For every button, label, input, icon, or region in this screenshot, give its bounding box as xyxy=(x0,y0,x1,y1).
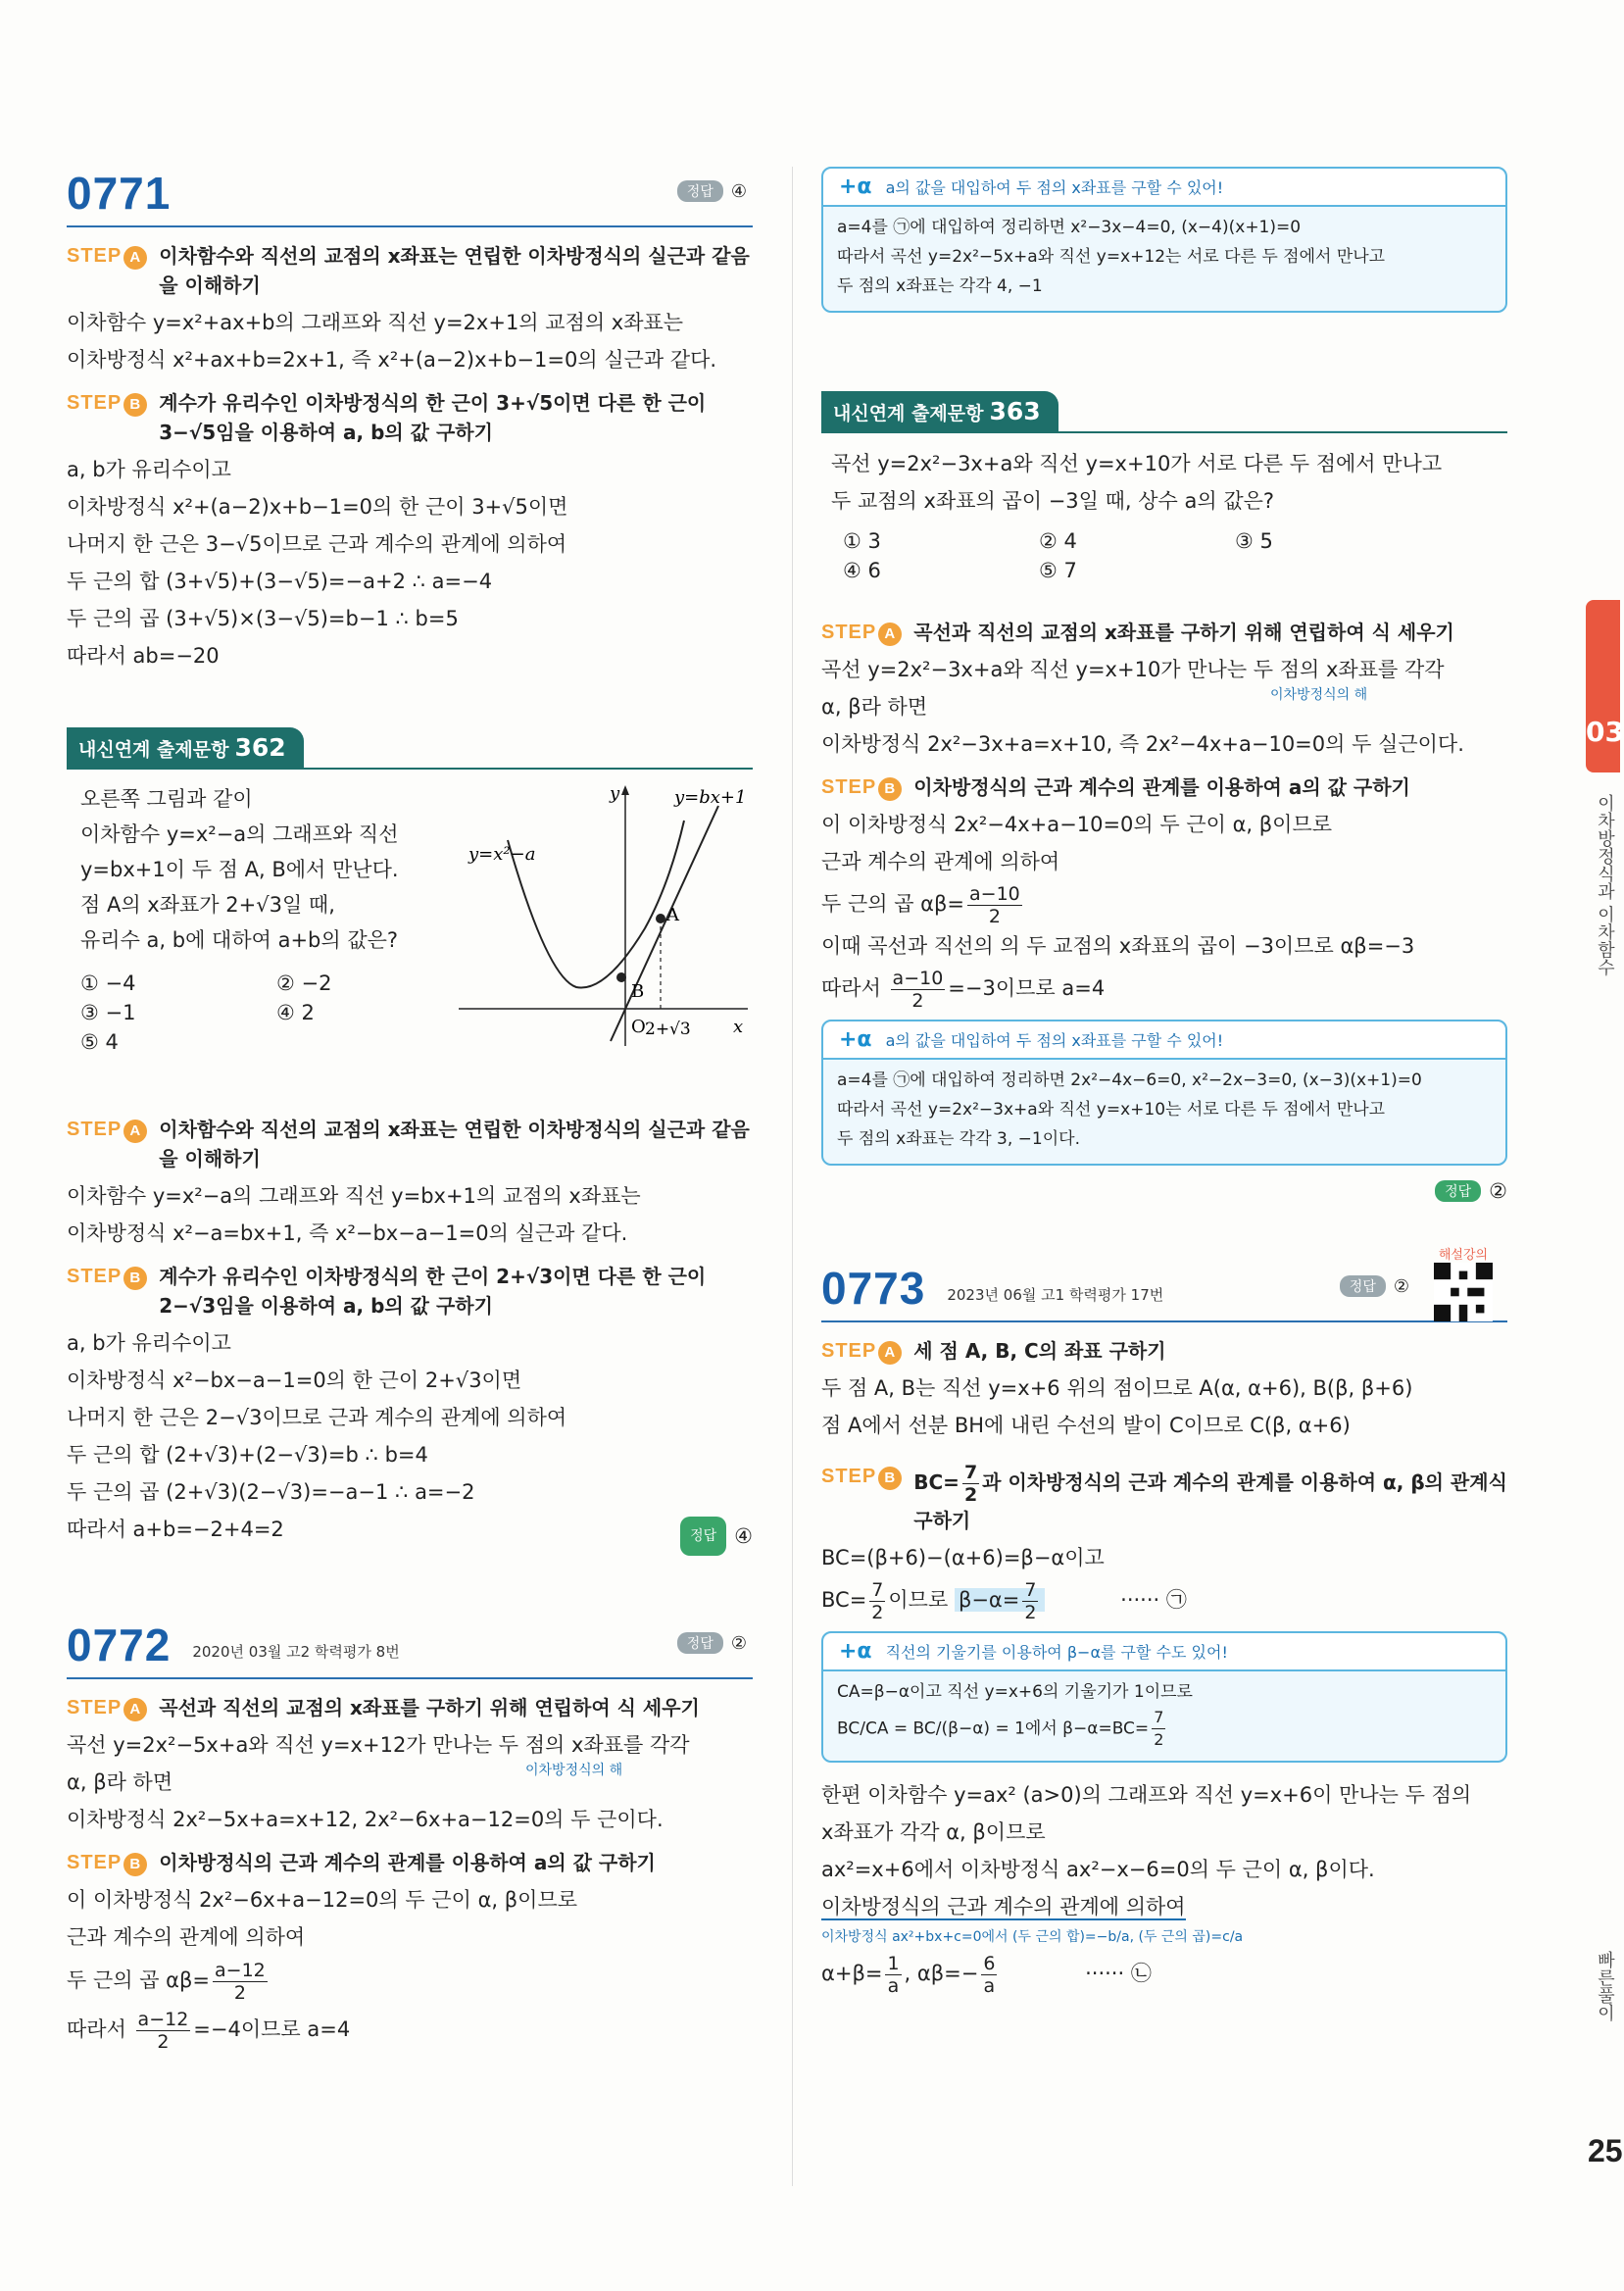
linked-problem-362 xyxy=(67,727,753,1548)
point-b-label: B xyxy=(631,981,645,1002)
alpha-note-box xyxy=(821,167,1507,313)
solution-line: 이차방정식의 근과 계수의 관계에 의하여 xyxy=(821,1895,1186,1918)
problem-number: 0771 xyxy=(67,168,172,219)
problem-source: 2020년 03월 고2 학력평가 8번 xyxy=(192,1642,400,1661)
solution-line: α, β라 하면 이차방정식의 해 xyxy=(821,688,1507,725)
choice: ② −2 xyxy=(276,971,332,995)
step-a xyxy=(821,1336,1507,1366)
step-b-title: 계수가 유리수인 이차방정식의 한 근이 3+√5이면 다른 한 근이 3−√5임을 이용하여 a, b의 값 구하기 xyxy=(159,391,707,444)
solution-line: 두 근의 합 (3+√5)+(3−√5)=−a+2 ∴ a=−4 xyxy=(67,570,493,593)
alpha-note-body xyxy=(823,1671,1505,1751)
alpha-note-body xyxy=(823,1060,1505,1154)
alpha-note-body xyxy=(823,207,1505,301)
answer-value: ② xyxy=(1489,1179,1507,1203)
problem-0773 xyxy=(821,1248,1507,1998)
solution-line: 이차방정식 2x²−5x+a=x+12, 2x²−6x+a−12=0의 두 근이다. xyxy=(67,1808,664,1831)
alpha-line: 두 점의 x좌표는 각각 4, −1 xyxy=(837,276,1043,296)
choice: ⑤ 7 xyxy=(1039,559,1077,582)
side-label: 빠른풀이 xyxy=(1595,1951,1615,2021)
solution-line: 이차방정식 x²−a=bx+1, 즉 x²−bx−a−1=0의 실근과 같다. xyxy=(67,1221,628,1245)
choice: ③ 5 xyxy=(1235,529,1273,553)
inline-note: 이차방정식 ax²+bx+c=0에서 (두 근의 합)=−b/a, (두 근의 곱)=c/a xyxy=(821,1929,1244,1945)
section-bar xyxy=(821,391,1507,433)
equation-mark: ······ ㉡ xyxy=(1085,1962,1152,1985)
choice: ③ −1 xyxy=(80,1001,136,1024)
solution-line: 따라서 $\frac{a-10}{2}$ =−3이므로 a=4 xyxy=(821,967,1106,1012)
solution-line: 이때 곡선과 직선의 의 두 교점의 x좌표의 곱이 −3이므로 αβ=−3 xyxy=(821,934,1415,958)
answer xyxy=(677,1632,747,1654)
step-a-title: 곡선과 직선의 교점의 x좌표를 구하기 위해 연립하여 식 세우기 xyxy=(159,1696,700,1719)
step-b-title: 이차방정식의 근과 계수의 관계를 이용하여 a의 값 구하기 xyxy=(159,1851,656,1874)
solution-line: 나머지 한 근은 2−√3이므로 근과 계수의 관계에 의하여 xyxy=(67,1406,567,1429)
graph-figure xyxy=(449,781,763,1066)
alpha-line: BC/CA = BC/(β−α) = 1에서 β−α=BC= $\frac{7}{2}$ xyxy=(837,1708,1164,1749)
step-b xyxy=(67,1262,753,1320)
step-b xyxy=(67,1848,753,1877)
question-line: 유리수 a, b에 대하여 a+b의 값은? xyxy=(80,928,399,952)
alpha-note-header xyxy=(823,1633,1505,1671)
answer-value: ④ xyxy=(734,1524,753,1548)
problem-source: 2023년 06월 고1 학력평가 17번 xyxy=(947,1285,1164,1304)
step-a xyxy=(821,618,1507,647)
origin-label: O xyxy=(631,1017,646,1037)
step-b-title: BC= $\frac{7}{2}$ 과 이차방정식의 근과 계수의 관계를 이용하여 α, β의 관계식 구하기 xyxy=(913,1462,1507,1532)
solution-line: 곡선 y=2x²−5x+a와 직선 y=x+12가 만나는 두 점의 x좌표를 각각 xyxy=(67,1733,690,1757)
qr-code[interactable] xyxy=(1429,1244,1498,1324)
answer xyxy=(1340,1275,1409,1297)
alpha-note-header xyxy=(823,1021,1505,1060)
choices xyxy=(843,529,1507,582)
qr-code-icon xyxy=(1434,1263,1493,1321)
solution-line: 이차방정식 x²+ax+b=2x+1, 즉 x²+(a−2)x+b−1=0의 실근과 같다. xyxy=(67,348,717,372)
section-tag: 내신연계 출제문항 363 xyxy=(821,391,1058,431)
question-block xyxy=(67,781,753,1105)
answer-badge: 정답 xyxy=(677,180,723,202)
choice: ① 3 xyxy=(843,529,881,553)
section-bar xyxy=(67,727,753,770)
chapter-tab[interactable]: 03 xyxy=(1586,600,1620,772)
point-a-label: A xyxy=(666,905,679,925)
step-a-title: 이차함수와 직선의 교점의 x좌표는 연립한 이차방정식의 실근과 같음을 이해하기 xyxy=(159,1118,750,1170)
solution-line: 이차함수 y=x²+ax+b의 그래프와 직선 y=2x+1의 교점의 x좌표는 xyxy=(67,311,684,334)
answer-badge: 정답 xyxy=(680,1517,726,1556)
problem-number: 0772 xyxy=(67,1619,172,1670)
answer-value: ② xyxy=(1393,1275,1409,1297)
plus-alpha-icon: +α xyxy=(839,1639,872,1664)
solution-line: BC= $\frac{7}{2}$ 이므로 β−α= $\frac{7}{2}$ ······ ㉠ xyxy=(821,1578,1187,1623)
page-number: 25 xyxy=(1588,2133,1623,2168)
choices xyxy=(80,971,472,1054)
solution-line: 두 점 A, B는 직선 y=x+6 위의 점이므로 A(α, α+6), B(β, β+6) xyxy=(821,1376,1413,1400)
solution-line: 근과 계수의 관계에 의하여 xyxy=(821,850,1060,873)
solution-line: 곡선 y=2x²−3x+a와 직선 y=x+10가 만나는 두 점의 x좌표를 각각 xyxy=(821,658,1445,681)
highlighted-result: β−α= $\frac{7}{2}$ xyxy=(955,1588,1046,1612)
plus-alpha-icon: +α xyxy=(839,1027,872,1052)
section-tag: 내신연계 출제문항 362 xyxy=(67,727,304,768)
alpha-line: a=4를 ㉠에 대입하여 정리하면 2x²−4x−6=0, x²−2x−3=0, (x−3)(x+1)=0 xyxy=(837,1071,1422,1090)
problem-0772 xyxy=(67,1619,753,2054)
solution-line: 이 이차방정식 2x²−4x+a−10=0의 두 근이 α, β이므로 xyxy=(821,813,1333,836)
problem-0771 xyxy=(67,167,753,674)
curve-label: y=x²−a xyxy=(468,844,536,865)
step-b-tag: STEP B xyxy=(67,1848,147,1877)
alpha-note-title: 직선의 기울기를 이용하여 β−α를 구할 수도 있어! xyxy=(885,1643,1228,1662)
answer-badge: 정답 xyxy=(677,1632,723,1654)
step-a-title: 곡선과 직선의 교점의 x좌표를 구하기 위해 연립하여 식 세우기 xyxy=(913,621,1454,644)
solution-line: 근과 계수의 관계에 의하여 xyxy=(67,1925,306,1949)
alpha-line: CA=β−α이고 직선 y=x+6의 기울기가 1이므로 xyxy=(837,1682,1193,1702)
solution-line: 이차함수 y=x²−a의 그래프와 직선 y=bx+1의 교점의 x좌표는 xyxy=(67,1184,641,1208)
alpha-note-box xyxy=(821,1020,1507,1166)
plus-alpha-icon: +α xyxy=(839,174,872,199)
answer xyxy=(677,180,747,202)
linked-problem-363 xyxy=(821,391,1507,1203)
step-a-tag: STEP A xyxy=(821,1336,902,1366)
step-a-tag: STEP A xyxy=(821,618,902,647)
x-mark-label: 2+√3 xyxy=(645,1020,691,1039)
solution-line: α+β= $\frac{1}{a}$ , αβ=− $\frac{6}{a}$ ······ ㉡ xyxy=(821,1952,1152,1997)
choice: ⑤ 4 xyxy=(80,1030,119,1054)
step-b-tag: STEP B xyxy=(67,1262,147,1291)
solution-line: a, b가 유리수이고 xyxy=(67,458,231,481)
qr-label: 해설강의 xyxy=(1438,1248,1489,1263)
step-a-tag: STEP A xyxy=(67,1693,147,1722)
right-column xyxy=(821,167,1507,1998)
solution-line: x좌표가 각각 α, β이므로 xyxy=(821,1820,1046,1844)
question-line: 이차함수 y=x²−a의 그래프와 직선 xyxy=(80,822,399,846)
answer-value: ④ xyxy=(730,180,747,202)
step-b-tag: STEP B xyxy=(67,388,147,418)
solution-line: 두 근의 곱 αβ= $\frac{a-10}{2}$ xyxy=(821,882,1020,927)
choice: ① −4 xyxy=(80,971,136,995)
step-b-title: 이차방정식의 근과 계수의 관계를 이용하여 a의 값 구하기 xyxy=(913,775,1410,799)
question-line: 오른쪽 그림과 같이 xyxy=(80,787,253,811)
solution-line: 두 근의 합 (2+√3)+(2−√3)=b ∴ b=4 xyxy=(67,1443,428,1467)
answer xyxy=(680,1517,753,1556)
solution-line: 이차방정식 x²+(a−2)x+b−1=0의 한 근이 3+√5이면 xyxy=(67,495,568,519)
alpha-note-title: a의 값을 대입하여 두 점의 x좌표를 구할 수 있어! xyxy=(885,1031,1224,1050)
answer xyxy=(821,1179,1507,1203)
alpha-line: 두 점의 x좌표는 각각 3, −1이다. xyxy=(837,1129,1080,1149)
alpha-note-title: a의 값을 대입하여 두 점의 x좌표를 구할 수 있어! xyxy=(885,178,1224,197)
step-b-title: 계수가 유리수인 이차방정식의 한 근이 2+√3이면 다른 한 근이 2−√3임을 이용하여 a, b의 값 구하기 xyxy=(159,1265,707,1318)
inline-note: 이차방정식의 해 xyxy=(1270,687,1368,703)
inline-note: 이차방정식의 해 xyxy=(525,1763,623,1778)
solution-line: 따라서 a+b=−2+4=2 정답 ④ xyxy=(67,1511,753,1548)
question-line: 점 A의 x좌표가 2+√3일 때, xyxy=(80,893,335,917)
solution-line: a, b가 유리수이고 xyxy=(67,1331,231,1355)
chapter-side-text: 이차방정식과 이차함수 xyxy=(1595,794,1615,976)
solution-line: BC=(β+6)−(α+6)=β−α이고 xyxy=(821,1546,1105,1569)
solution-line: 점 A에서 선분 BH에 내린 수선의 발이 C이므로 C(β, α+6) xyxy=(821,1414,1351,1437)
solution-line: 한편 이차함수 y=ax² (a>0)의 그래프와 직선 y=x+6이 만나는 두 점의 xyxy=(821,1783,1472,1807)
step-b xyxy=(821,772,1507,802)
step-b-tag: STEP B xyxy=(821,772,902,802)
solution-line: 이차방정식 2x²−3x+a=x+10, 즉 2x²−4x+a−10=0의 두 실근이다. xyxy=(821,732,1464,756)
equation-mark: ······ ㉠ xyxy=(1120,1588,1187,1612)
question-line: 두 교점의 x좌표의 곱이 −3일 때, 상수 a의 값은? xyxy=(831,489,1275,513)
problem-header xyxy=(67,167,753,227)
solution-line: 이차방정식 x²−bx−a−1=0의 한 근이 2+√3이면 xyxy=(67,1369,522,1392)
question-line: 곡선 y=2x²−3x+a와 직선 y=x+10가 서로 다른 두 점에서 만나고 xyxy=(831,452,1443,475)
alpha-line: 따라서 곡선 y=2x²−3x+a와 직선 y=x+10는 서로 다른 두 점에서 만나고 xyxy=(837,1100,1386,1120)
choice: ② 4 xyxy=(1039,529,1077,553)
solution-line: 두 근의 곱 αβ= $\frac{a-12}{2}$ xyxy=(67,1959,266,2004)
solution-line: 따라서 $\frac{a-12}{2}$ =−4이므로 a=4 xyxy=(67,2008,351,2053)
solution-line: 두 근의 곱 (2+√3)(2−√3)=−a−1 ∴ a=−2 xyxy=(67,1480,475,1504)
left-column xyxy=(67,167,753,2054)
choice: ④ 2 xyxy=(276,1001,315,1024)
step-b xyxy=(821,1462,1507,1535)
step-a xyxy=(67,1115,753,1173)
y-axis-label: y xyxy=(610,783,620,804)
solution-line: 나머지 한 근은 3−√5이므로 근과 계수의 관계에 의하여 xyxy=(67,532,567,556)
problem-number: 0773 xyxy=(821,1263,926,1314)
solution-line: 이 이차방정식 2x²−6x+a−12=0의 두 근이 α, β이므로 xyxy=(67,1888,578,1912)
answer-badge: 정답 xyxy=(1340,1275,1386,1297)
problem-header xyxy=(821,1248,1507,1322)
solution-line: 두 근의 곱 (3+√5)×(3−√5)=b−1 ∴ b=5 xyxy=(67,607,459,630)
alpha-line: 따라서 곡선 y=2x²−5x+a와 직선 y=x+12는 서로 다른 두 점에서 만나고 xyxy=(837,247,1386,267)
step-a-tag: STEP A xyxy=(67,1115,147,1144)
solution-line: α, β라 하면 이차방정식의 해 xyxy=(67,1764,753,1801)
question-line: y=bx+1이 두 점 A, B에서 만난다. xyxy=(80,858,399,881)
alpha-line: a=4를 ㉠에 대입하여 정리하면 x²−3x−4=0, (x−4)(x+1)=0 xyxy=(837,218,1302,237)
solution-line: ax²=x+6에서 이차방정식 ax²−x−6=0의 두 근이 α, β이다. xyxy=(821,1858,1375,1881)
alpha-note-header xyxy=(823,169,1505,207)
choice: ④ 6 xyxy=(843,559,881,582)
step-b xyxy=(67,388,753,447)
answer-value: ② xyxy=(730,1632,747,1654)
step-a-title: 세 점 A, B, C의 좌표 구하기 xyxy=(913,1339,1166,1363)
x-axis-label: x xyxy=(733,1017,744,1037)
answer-badge: 정답 xyxy=(1435,1180,1481,1202)
alpha-note-box xyxy=(821,1631,1507,1763)
solution-line: 따라서 ab=−20 xyxy=(67,644,220,668)
step-b-tag: STEP B xyxy=(821,1462,902,1491)
column-divider xyxy=(792,167,793,2186)
step-a xyxy=(67,241,753,300)
step-a-tag: STEP A xyxy=(67,241,147,271)
line-label: y=bx+1 xyxy=(674,787,747,808)
step-a-title: 이차함수와 직선의 교점의 x좌표는 연립한 이차방정식의 실근과 같음을 이해하기 xyxy=(159,244,750,297)
step-a xyxy=(67,1693,753,1722)
problem-header xyxy=(67,1619,753,1679)
